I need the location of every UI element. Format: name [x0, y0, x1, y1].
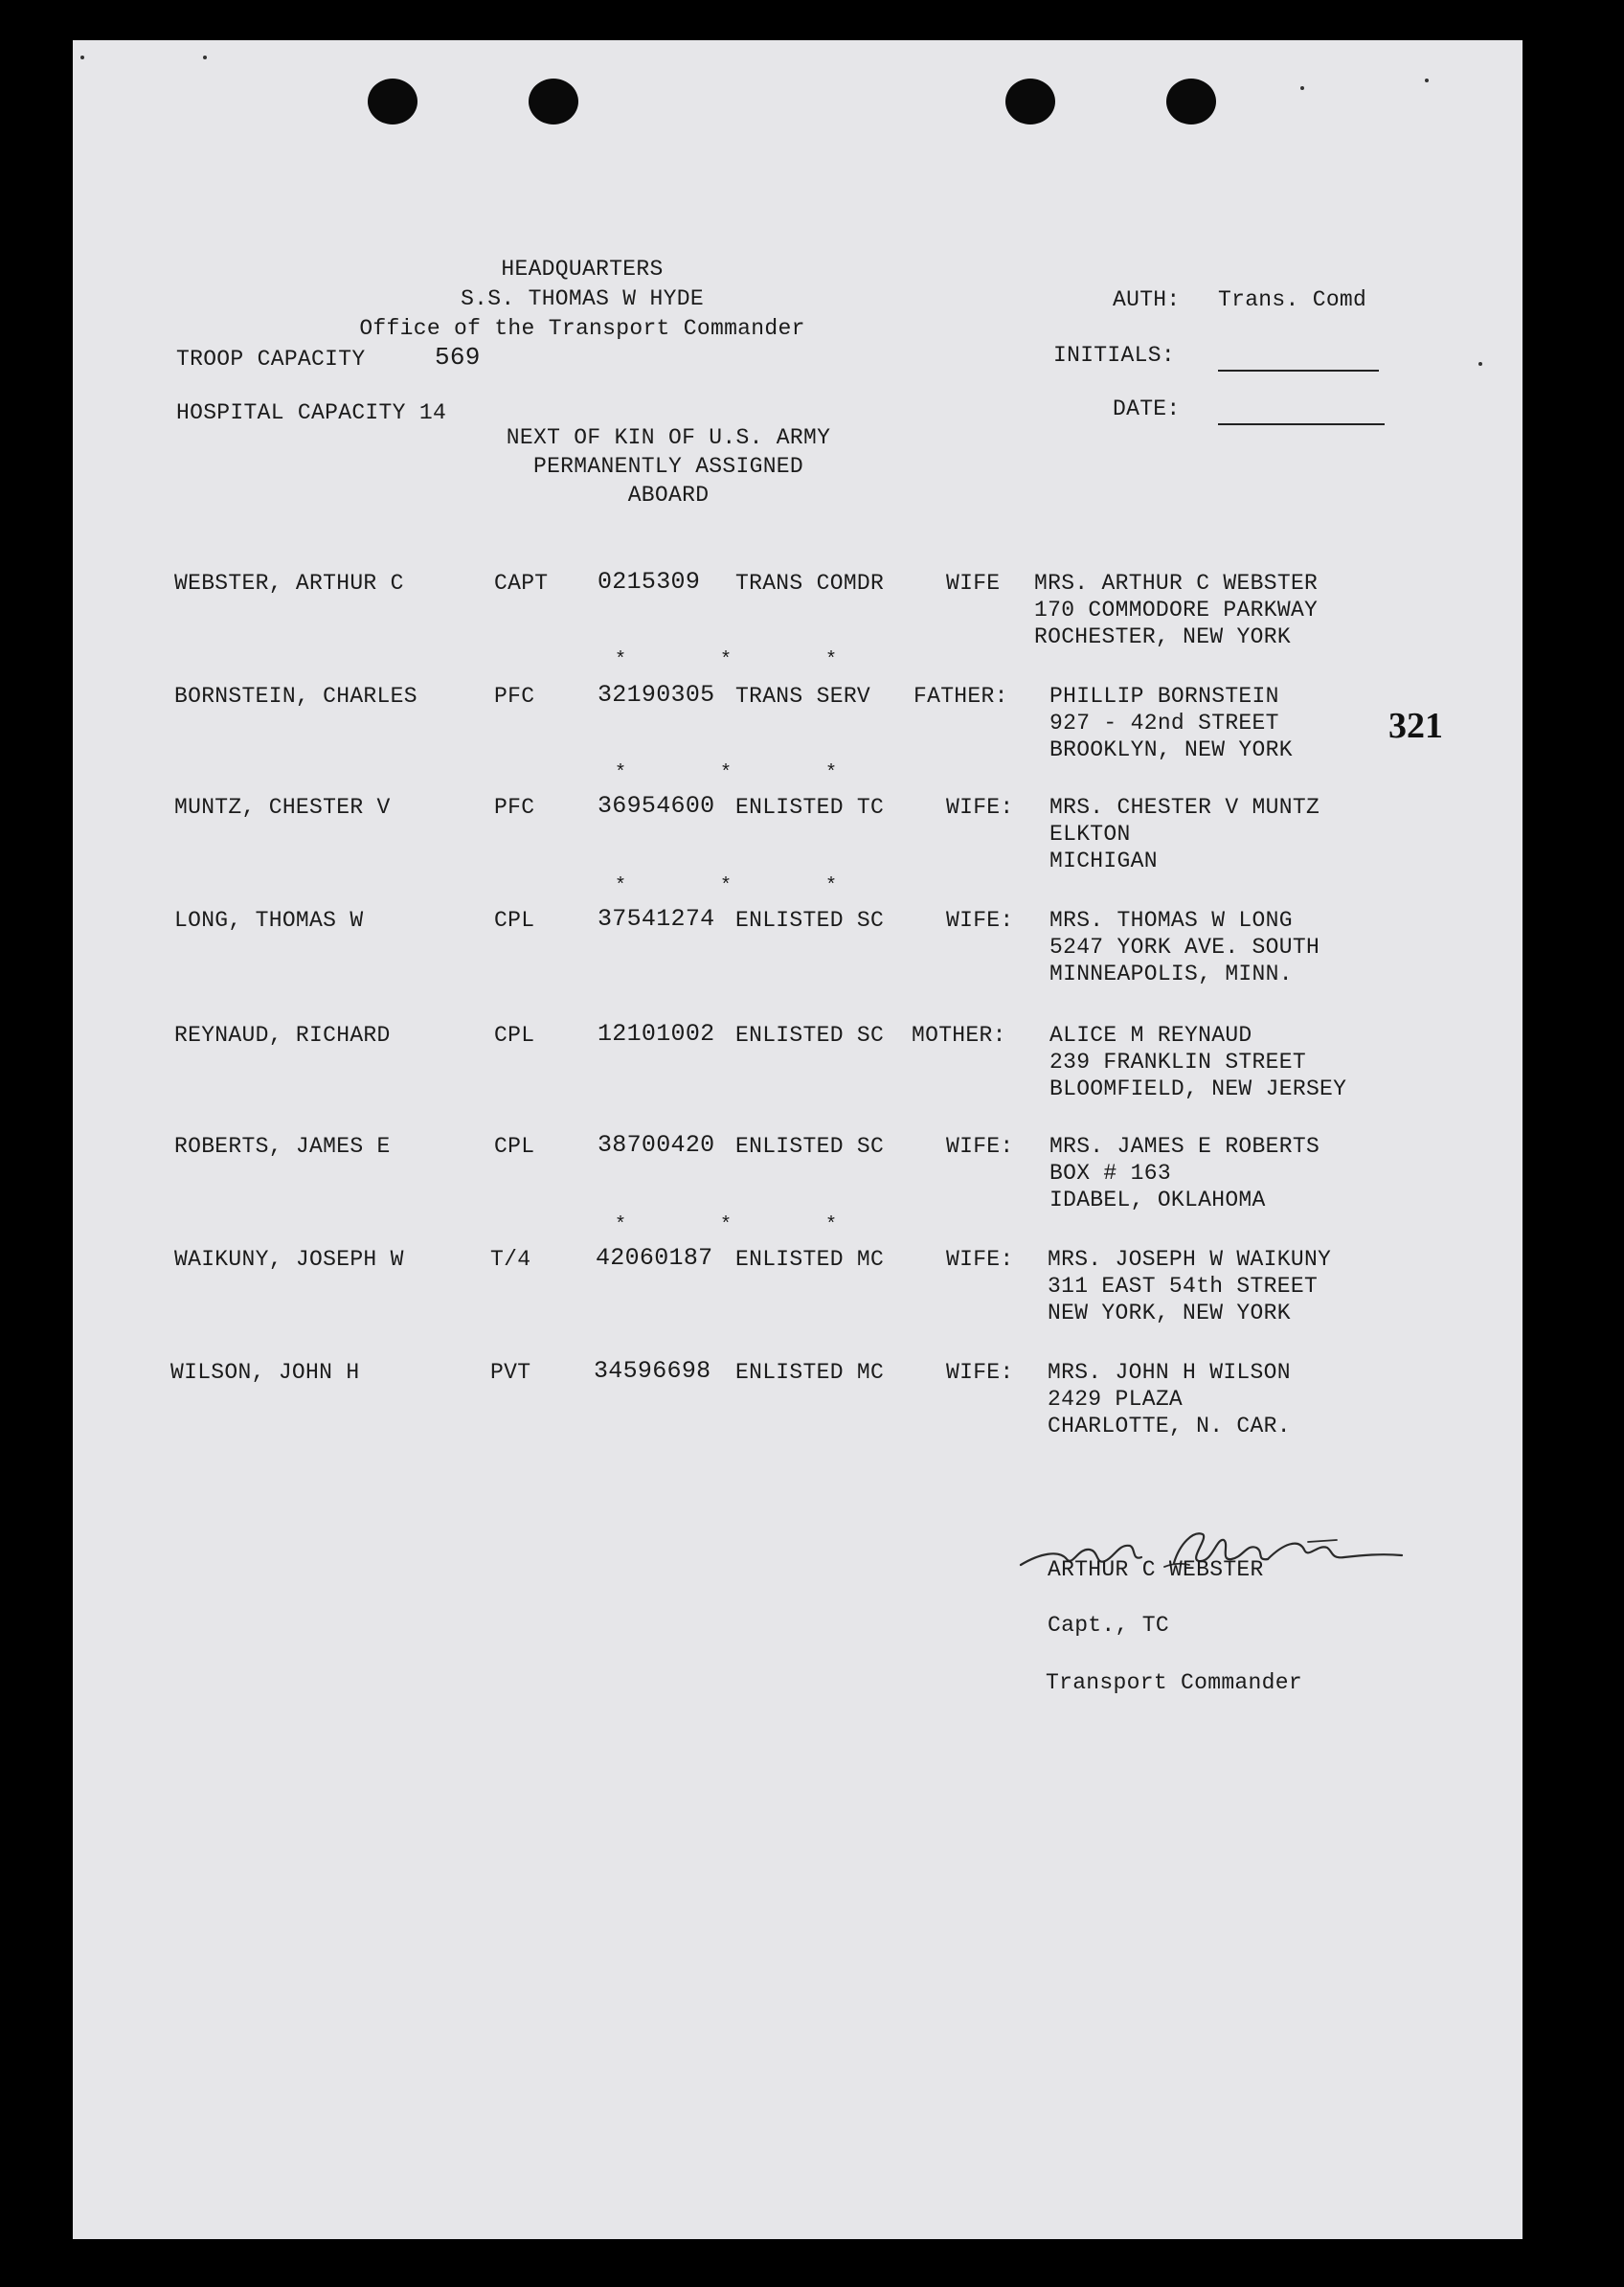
entry-rank: CPL	[494, 1023, 535, 1048]
entry-name: MUNTZ, CHESTER V	[174, 795, 391, 820]
entry-rank: CPL	[494, 1134, 535, 1159]
entry-address-line1: ALICE M REYNAUD	[1049, 1023, 1252, 1048]
entry-relation: WIFE	[946, 571, 1001, 596]
page-number: 321	[1388, 706, 1443, 746]
entry-duty: ENLISTED SC	[735, 908, 885, 933]
entry-duty: ENLISTED SC	[735, 1023, 885, 1048]
entry-address-line3: CHARLOTTE, N. CAR.	[1048, 1414, 1291, 1438]
entry-address-line2: 5247 YORK AVE. SOUTH	[1049, 935, 1320, 960]
paper-speck	[1300, 86, 1304, 90]
entry-duty: ENLISTED MC	[735, 1360, 885, 1385]
entry-address-line3: IDABEL, OKLAHOMA	[1049, 1188, 1266, 1212]
subtitle-line1: NEXT OF KIN OF U.S. ARMY	[506, 425, 831, 450]
entry-address-line1: MRS. JAMES E ROBERTS	[1049, 1134, 1320, 1159]
paper-speck	[1425, 79, 1429, 82]
entry-address-line2: ELKTON	[1049, 822, 1131, 847]
entry-address-line1: MRS. CHESTER V MUNTZ	[1049, 795, 1320, 820]
auth-label: AUTH:	[1113, 287, 1181, 312]
punch-hole	[529, 79, 578, 125]
entry-relation: WIFE:	[946, 1134, 1014, 1159]
troop-capacity-label: TROOP CAPACITY	[176, 347, 366, 372]
signer-name: ARTHUR C WEBSTER	[1048, 1557, 1264, 1582]
document-page	[73, 40, 1522, 2239]
initials-label: INITIALS:	[1053, 343, 1175, 368]
subtitle-line2: PERMANENTLY ASSIGNED	[532, 454, 804, 479]
entry-address-line2: 239 FRANKLIN STREET	[1049, 1050, 1306, 1075]
entry-address-line1: MRS. JOHN H WILSON	[1048, 1360, 1291, 1385]
entry-serial: 38700420	[598, 1131, 715, 1159]
entry-relation: WIFE:	[946, 1360, 1014, 1385]
paper-speck	[203, 56, 207, 59]
header-line2: S.S. THOMAS W HYDE	[461, 286, 704, 311]
paper-speck	[1478, 362, 1482, 366]
subtitle-line3: ABOARD	[627, 483, 710, 508]
hospital-capacity-label: HOSPITAL CAPACITY 14	[176, 400, 447, 425]
entry-rank: CAPT	[494, 571, 549, 596]
entry-address-line3: NEW YORK, NEW YORK	[1048, 1301, 1291, 1325]
entry-duty: TRANS COMDR	[735, 571, 885, 596]
entry-address-line3: MICHIGAN	[1049, 849, 1158, 873]
entry-address-line2: 170 COMMODORE PARKWAY	[1034, 598, 1319, 623]
entry-relation: WIFE:	[946, 1247, 1014, 1272]
entry-rank: PVT	[490, 1360, 531, 1385]
entry-name: LONG, THOMAS W	[174, 908, 364, 933]
punch-hole	[1166, 79, 1216, 125]
separator-asterisk: *	[720, 649, 733, 671]
paper-speck	[80, 56, 84, 59]
entry-name: WILSON, JOHN H	[170, 1360, 360, 1385]
entry-duty: ENLISTED TC	[735, 795, 885, 820]
entry-address-line3: BROOKLYN, NEW YORK	[1049, 737, 1293, 762]
entry-name: WAIKUNY, JOSEPH W	[174, 1247, 404, 1272]
signer-rank: Capt., TC	[1048, 1613, 1169, 1638]
separator-asterisk: *	[615, 875, 627, 897]
entry-rank: CPL	[494, 908, 535, 933]
separator-asterisk: *	[825, 762, 838, 784]
entry-duty: ENLISTED MC	[735, 1247, 885, 1272]
punch-hole	[368, 79, 417, 125]
entry-address-line3: MINNEAPOLIS, MINN.	[1049, 962, 1293, 986]
entry-serial: 0215309	[598, 568, 701, 596]
entry-address-line2: BOX # 163	[1049, 1161, 1171, 1186]
entry-address-line1: MRS. THOMAS W LONG	[1049, 908, 1293, 933]
entry-serial: 32190305	[598, 681, 715, 709]
signer-title: Transport Commander	[1046, 1670, 1302, 1695]
date-label: DATE:	[1113, 396, 1181, 421]
entry-rank: PFC	[494, 795, 535, 820]
separator-asterisk: *	[720, 762, 733, 784]
entry-name: WEBSTER, ARTHUR C	[174, 571, 404, 596]
entry-relation: WIFE:	[946, 795, 1014, 820]
entry-address-line2: 927 - 42nd STREET	[1049, 711, 1279, 736]
separator-asterisk: *	[720, 1214, 733, 1236]
entry-duty: TRANS SERV	[735, 684, 871, 709]
punch-hole	[1005, 79, 1055, 125]
initials-blank	[1218, 370, 1379, 372]
entry-serial: 12101002	[598, 1020, 715, 1048]
entry-serial: 42060187	[596, 1244, 713, 1272]
entry-address-line3: BLOOMFIELD, NEW JERSEY	[1049, 1076, 1347, 1101]
entry-address-line1: PHILLIP BORNSTEIN	[1049, 684, 1279, 709]
separator-asterisk: *	[825, 649, 838, 671]
header-line3: Office of the Transport Commander	[359, 316, 805, 341]
header-line1: HEADQUARTERS	[501, 257, 664, 282]
entry-relation: MOTHER:	[912, 1023, 1006, 1048]
entry-duty: ENLISTED SC	[735, 1134, 885, 1159]
separator-asterisk: *	[615, 762, 627, 784]
entry-relation: WIFE:	[946, 908, 1014, 933]
entry-rank: T/4	[490, 1247, 531, 1272]
entry-rank: PFC	[494, 684, 535, 709]
entry-name: BORNSTEIN, CHARLES	[174, 684, 417, 709]
entry-address-line1: MRS. ARTHUR C WEBSTER	[1034, 571, 1319, 596]
auth-value: Trans. Comd	[1218, 287, 1367, 312]
entry-address-line2: 311 EAST 54th STREET	[1048, 1274, 1319, 1299]
entry-address-line3: ROCHESTER, NEW YORK	[1034, 624, 1291, 649]
separator-asterisk: *	[615, 649, 627, 671]
entry-name: ROBERTS, JAMES E	[174, 1134, 391, 1159]
entry-serial: 36954600	[598, 792, 715, 820]
separator-asterisk: *	[825, 1214, 838, 1236]
entry-serial: 34596698	[594, 1357, 711, 1385]
entry-relation: FATHER:	[914, 684, 1008, 709]
entry-address-line2: 2429 PLAZA	[1048, 1387, 1184, 1412]
entry-address-line1: MRS. JOSEPH W WAIKUNY	[1048, 1247, 1332, 1272]
separator-asterisk: *	[720, 875, 733, 897]
separator-asterisk: *	[615, 1214, 627, 1236]
date-blank	[1218, 423, 1385, 425]
entry-name: REYNAUD, RICHARD	[174, 1023, 391, 1048]
separator-asterisk: *	[825, 875, 838, 897]
troop-capacity-value: 569	[435, 343, 481, 372]
entry-serial: 37541274	[598, 905, 715, 933]
